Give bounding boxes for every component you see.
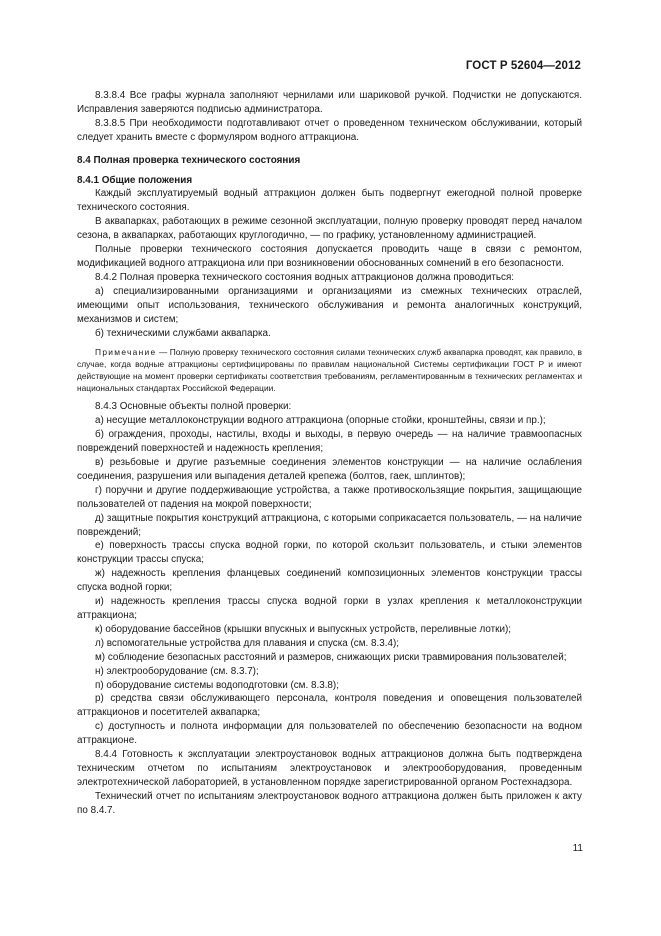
list-item: п) оборудование системы водоподготовки (см. 8.3.8); (95, 679, 339, 691)
list-item-b-technical: б) техническими службами аквапарка. (95, 327, 271, 339)
paragraph-annual-check: Каждый эксплуатируемый водный аттракцион должен быть подвергнут ежегодной полной проверке технического состояния. (77, 188, 582, 214)
subsection-heading-8-4-1: 8.4.1 Общие положения (77, 174, 193, 186)
note-text: — Полную проверку технического состояния силами технических служб аквапарка проводят, как правило, в случае, когда водные аттракционы сертифицированы по правилам национальной Системы сертификации ГОСТ Р и имеют действующие на момент проверки сертификаты соответствия требованиям, регламентированным в технических регламентах и национальных стандартах Российской Федерации. (77, 347, 582, 394)
list-item: е) поверхность трассы спуска водной горки, по которой скользит пользователь, и стыки элементов конструкции трассы спуска; (77, 540, 582, 566)
list-item: а) несущие металлоконструкции водного аттракциона (опорные стойки, кронштейны, связи и пр.); (95, 415, 546, 427)
list-item: с) доступность и полнота информации для пользователей по обеспечению безопасности на водном аттракционе. (77, 721, 582, 747)
note-label: Примечание (95, 347, 157, 358)
paragraph-technical-report: Технический отчет по испытаниям электроустановок водного аттракциона должен быть приложен к акту по 8.4.7. (77, 790, 582, 816)
list-item: и) надежность крепления трассы спуска водной горки в узлах крепления к металлоконструкции аттракциона; (77, 596, 582, 621)
list-item: ж) надежность крепления фланцевых соединений композиционных элементов конструкции трассы спуска водной горки; (77, 568, 582, 594)
list-item: д) защитные покрытия конструкций аттракциона, с которыми соприкасается пользователь, — на наличие повреждений; (77, 512, 582, 538)
paragraph-frequency: Полные проверки технического состояния допускается проводить чаще в связи с ремонтом, модификацией водного аттракциона или при возникновении обоснованных сомнений в его безопасности. (77, 244, 582, 269)
list-item: б) ограждения, проходы, настилы, входы и выходы, в первую очередь — на наличие травмоопасных повреждений поверхностей и надежность крепления; (77, 429, 582, 455)
list-item: к) оборудование бассейнов (крышки впускных и выпускных устройств, переливные лотки); (95, 623, 512, 635)
section-heading-8-4: 8.4 Полная проверка технического состояния (77, 154, 301, 166)
list-item: р) средства связи обслуживающего персонала, контроля поведения и оповещения пользователей аттракционов и посетителей аквапарка; (77, 693, 582, 719)
paragraph-8-4-3: 8.4.3 Основные объекты полной проверки: (95, 401, 292, 413)
list-item: л) вспомогательные устройства для плавания и спуска (см. 8.3.4); (95, 637, 400, 649)
paragraph-8-4-2: 8.4.2 Полная проверка технического состояния водных аттракционов должна проводиться: (95, 271, 515, 283)
list-item: в) резьбовые и другие разъемные соединения элементов конструкции — на наличие ослабления соединения, разрушения или выпадения деталей крепежа (болтов, гаек, шплинтов); (77, 457, 582, 482)
page-content (77, 89, 582, 818)
note (77, 346, 582, 394)
list-item: м) соблюдение безопасных расстояний и размеров, снижающих риски травмирования пользователей; (95, 651, 567, 663)
paragraph-8-3-8-4: 8.3.8.4 Все графы журнала заполняют чернилами или шариковой ручкой. Подчистки не допускаются. Исправления заверяются подписью администратора. (77, 90, 582, 115)
paragraph-8-3-8-5: 8.3.8.5 При необходимости подготавливают отчет о проведенном техническом обслуживании, который следует хранить вместе с формуляром водного аттракциона. (77, 117, 582, 143)
list-item: г) поручни и другие поддерживающие устройства, а также противоскользящие покрытия, защищающие пользователей от падения на мокрой поверхности; (77, 484, 582, 510)
document-header: ГОСТ Р 52604—2012 (465, 60, 581, 72)
list-item: н) электрооборудование (см. 8.3.7); (95, 665, 259, 677)
paragraph-8-4-4: 8.4.4 Готовность к эксплуатации электроустановок водных аттракционов должна быть подтверждена техническим отчетом по испытаниям электроустановок и электрооборудования, проведенным электротехнической лабораторией, в установленном порядке зарегистрированной органом Ростехнадзора. (77, 749, 582, 788)
page-number: 11 (572, 843, 583, 854)
list-item-a-specialized: а) специализированными организациями и организациями из смежных технических отраслей, имеющими опыт использования, технического обслуживания и ремонта аналогичных конструкций, механизмов и систем; (77, 285, 582, 325)
paragraph-seasonal: В аквапарках, работающих в режиме сезонной эксплуатации, полную проверку проводят перед началом сезона, в аквапарках, работающих круглогодично, — по графику, установленному администрацией. (77, 216, 582, 242)
